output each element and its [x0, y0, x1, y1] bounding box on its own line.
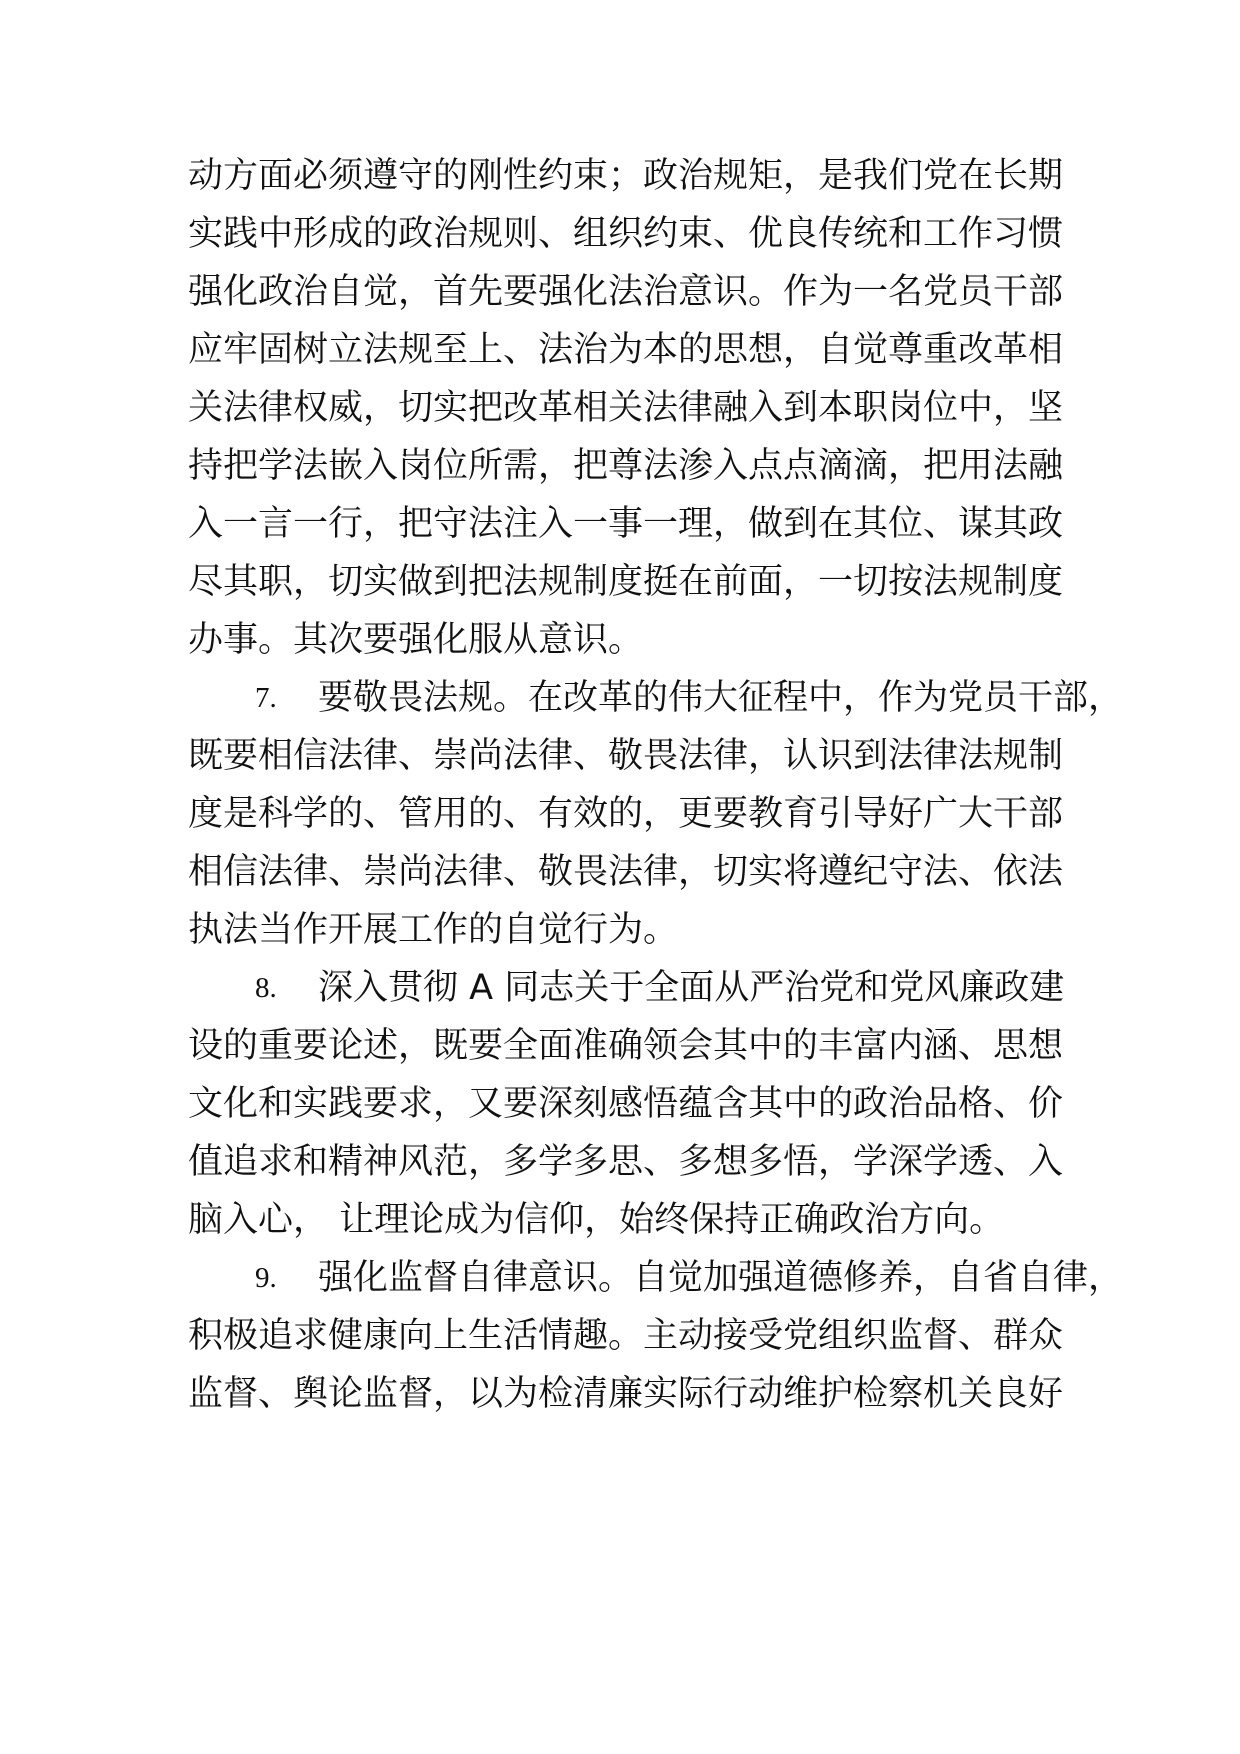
body-text-line: 尽其职，切实做到把法规制度挺在前面，一切按法规制度	[188, 562, 1064, 602]
body-text-line: 监督、舆论监督，以为检清廉实际行动维护检察机关良好	[188, 1374, 1064, 1414]
item-first-line: 要敬畏法规。在改革的伟大征程中，作为党员干部，	[318, 678, 1124, 718]
body-text-line: 办事。其次要强化服从意识。	[188, 620, 644, 660]
body-text-line: 积极追求健康向上生活情趣。主动接受党组织监督、群众	[188, 1316, 1064, 1356]
body-text-line: 关法律权威，切实把改革相关法律融入到本职岗位中，坚	[188, 388, 1064, 428]
item-number: 8.	[255, 972, 277, 1004]
item-first-line: 深入贯彻 A 同志关于全面从严治党和党风廉政建	[318, 968, 1065, 1008]
body-text-line: 值追求和精神风范，多学多思、多想多悟，学深学透、入	[188, 1142, 1064, 1182]
body-text-line: 强化政治自觉，首先要强化法治意识。作为一名党员干部	[188, 272, 1064, 312]
body-text-line: 执法当作开展工作的自觉行为。	[188, 910, 679, 950]
item-number: 7.	[255, 682, 277, 714]
body-text-line: 动方面必须遵守的刚性约束；政治规矩，是我们党在长期	[188, 156, 1064, 196]
item-first-line: 强化监督自律意识。自觉加强道德修养，自省自律，	[318, 1258, 1124, 1298]
body-text-line: 既要相信法律、崇尚法律、敬畏法律，认识到法律法规制	[188, 736, 1064, 776]
body-text-line: 应牢固树立法规至上、法治为本的思想，自觉尊重改革相	[188, 330, 1064, 370]
body-text-line: 脑入心， 让理论成为信仰，始终保持正确政治方向。	[188, 1200, 1005, 1240]
item-number: 9.	[255, 1262, 277, 1294]
body-text-line: 设的重要论述，既要全面准确领会其中的丰富内涵、思想	[188, 1026, 1064, 1066]
body-text-line: 持把学法嵌入岗位所需，把尊法渗入点点滴滴，把用法融	[188, 446, 1064, 486]
body-text-line: 文化和实践要求，又要深刻感悟蕴含其中的政治品格、价	[188, 1084, 1064, 1124]
body-text-line: 相信法律、崇尚法律、敬畏法律，切实将遵纪守法、依法	[188, 852, 1064, 892]
body-text-line: 入一言一行，把守法注入一事一理，做到在其位、谋其政	[188, 504, 1064, 544]
body-text-line: 实践中形成的政治规则、组织约束、优良传统和工作习惯	[188, 214, 1064, 254]
body-text-line: 度是科学的、管用的、有效的，更要教育引导好广大干部	[188, 794, 1064, 834]
